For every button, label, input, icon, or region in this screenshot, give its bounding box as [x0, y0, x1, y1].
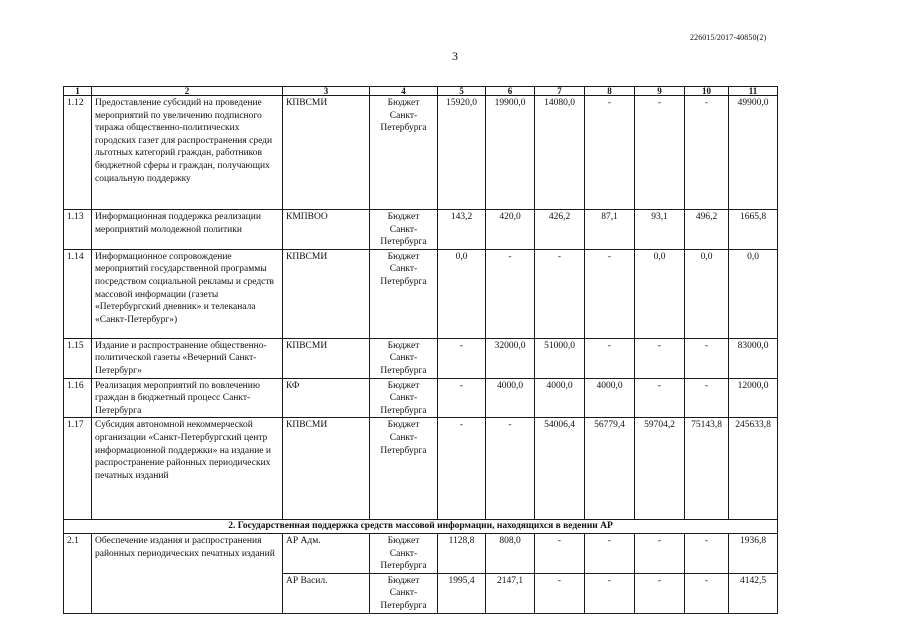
value-col8: - [585, 533, 635, 573]
value-col7: - [535, 533, 585, 573]
value-col10: 75143,8 [685, 418, 729, 520]
funding-source: Бюджет Санкт-Петербурга [370, 249, 438, 338]
column-header: 5 [438, 87, 486, 96]
value-col9: - [635, 338, 685, 378]
value-col9: - [635, 533, 685, 573]
value-col11-total: 83000,0 [729, 338, 778, 378]
measure-description: Реализация мероприятий по вовлечению граждан в бюджетный процесс Санкт-Петербурга [92, 378, 283, 418]
measure-description: Информационная поддержка реализации мероприятий молодежной политики [92, 210, 283, 250]
column-header: 10 [685, 87, 729, 96]
table-row [64, 249, 778, 338]
row-number: 1.15 [64, 338, 92, 378]
value-col10: - [685, 338, 729, 378]
value-col6: 32000,0 [486, 338, 535, 378]
value-col11-total: 49900,0 [729, 96, 778, 210]
value-col8: 4000,0 [585, 378, 635, 418]
value-col5: - [438, 338, 486, 378]
table-row [64, 378, 778, 418]
value-col5: 15920,0 [438, 96, 486, 210]
row-number: 1.16 [64, 378, 92, 418]
value-col10: - [685, 533, 729, 573]
value-col7: 426,2 [535, 210, 585, 250]
executor: КПВСМИ [283, 249, 370, 338]
page-number: 3 [452, 49, 458, 63]
program-table [63, 86, 778, 614]
value-col7: 51000,0 [535, 338, 585, 378]
section-heading-row [64, 520, 778, 534]
value-col11-total: 4142,5 [729, 573, 778, 613]
table-row [64, 338, 778, 378]
value-col11-total: 12000,0 [729, 378, 778, 418]
value-col5: 143,2 [438, 210, 486, 250]
column-header: 9 [635, 87, 685, 96]
value-col9: 93,1 [635, 210, 685, 250]
value-col11-total: 1665,8 [729, 210, 778, 250]
funding-source: Бюджет Санкт-Петербурга [370, 573, 438, 613]
executor: КФ [283, 378, 370, 418]
measure-description: Издание и распространение общественно-политической газеты «Вечерний Санкт-Петербург» [92, 338, 283, 378]
executor: АР Адм. [283, 533, 370, 573]
value-col10: 0,0 [685, 249, 729, 338]
column-header: 4 [370, 87, 438, 96]
column-header: 11 [729, 87, 778, 96]
column-header: 8 [585, 87, 635, 96]
column-header: 6 [486, 87, 535, 96]
measure-description: Предоставление субсидий на проведение мероприятий по увеличению подписного тиража общественно-политических городских газет для распространения среди льготных категорий граждан, работников бюджетной сферы и граждан, получающих социальную поддержку [92, 96, 283, 210]
value-col8: 87,1 [585, 210, 635, 250]
value-col6: 19900,0 [486, 96, 535, 210]
column-header: 2 [92, 87, 283, 96]
value-col6: 420,0 [486, 210, 535, 250]
value-col11-total: 0,0 [729, 249, 778, 338]
funding-source: Бюджет Санкт-Петербурга [370, 378, 438, 418]
value-col5: 1995,4 [438, 573, 486, 613]
value-col6: - [486, 418, 535, 520]
row-number: 1.14 [64, 249, 92, 338]
row-number: 1.17 [64, 418, 92, 520]
table-row [64, 533, 778, 573]
value-col7: 4000,0 [535, 378, 585, 418]
value-col10: - [685, 96, 729, 210]
value-col9: 0,0 [635, 249, 685, 338]
value-col9: - [635, 378, 685, 418]
executor: КМПВОО [283, 210, 370, 250]
value-col9: - [635, 96, 685, 210]
executor: АР Васил. [283, 573, 370, 613]
column-header: 3 [283, 87, 370, 96]
value-col7: 54006,4 [535, 418, 585, 520]
value-col8: - [585, 573, 635, 613]
value-col7: - [535, 573, 585, 613]
value-col8: - [585, 249, 635, 338]
value-col7: - [535, 249, 585, 338]
value-col6: - [486, 249, 535, 338]
column-header: 7 [535, 87, 585, 96]
funding-source: Бюджет Санкт-Петербурга [370, 96, 438, 210]
value-col9: - [635, 573, 685, 613]
value-col8: 56779,4 [585, 418, 635, 520]
value-col5: - [438, 418, 486, 520]
value-col11-total: 245633,8 [729, 418, 778, 520]
funding-source: Бюджет Санкт-Петербурга [370, 533, 438, 573]
row-number: 1.13 [64, 210, 92, 250]
table-row [64, 96, 778, 210]
table-row [64, 210, 778, 250]
value-col10: - [685, 378, 729, 418]
value-col5: 1128,8 [438, 533, 486, 573]
measure-description: Информационное сопровождение мероприятий государственной программы посредством социальной рекламы и средств массовой информации (газеты «Петербургский дневник» и телеканала «Санкт-Петербург») [92, 249, 283, 338]
value-col11-total: 1936,8 [729, 533, 778, 573]
section-title: 2. Государственная поддержка средств массовой информации, находящихся в ведении АР [64, 520, 778, 534]
executor: КПВСМИ [283, 338, 370, 378]
funding-source: Бюджет Санкт-Петербурга [370, 418, 438, 520]
column-header: 1 [64, 87, 92, 96]
table-row [64, 418, 778, 520]
measure-description: Обеспечение издания и распространения районных периодических печатных изданий [92, 533, 283, 613]
value-col6: 808,0 [486, 533, 535, 573]
row-number: 1.12 [64, 96, 92, 210]
row-number: 2.1 [64, 533, 92, 613]
document-registration-number: 226015/2017-40850(2) [690, 33, 767, 42]
funding-source: Бюджет Санкт-Петербурга [370, 210, 438, 250]
executor: КПВСМИ [283, 96, 370, 210]
value-col9: 59704,2 [635, 418, 685, 520]
value-col10: 496,2 [685, 210, 729, 250]
value-col5: 0,0 [438, 249, 486, 338]
value-col10: - [685, 573, 729, 613]
value-col7: 14080,0 [535, 96, 585, 210]
value-col5: - [438, 378, 486, 418]
value-col6: 2147,1 [486, 573, 535, 613]
measure-description: Субсидия автономной некоммерческой организации «Санкт-Петербургский центр информационной поддержки» на издание и распространение районных периодических печатных изданий [92, 418, 283, 520]
value-col8: - [585, 338, 635, 378]
funding-source: Бюджет Санкт-Петербурга [370, 338, 438, 378]
value-col6: 4000,0 [486, 378, 535, 418]
value-col8: - [585, 96, 635, 210]
column-number-header-row [64, 87, 778, 96]
executor: КПВСМИ [283, 418, 370, 520]
